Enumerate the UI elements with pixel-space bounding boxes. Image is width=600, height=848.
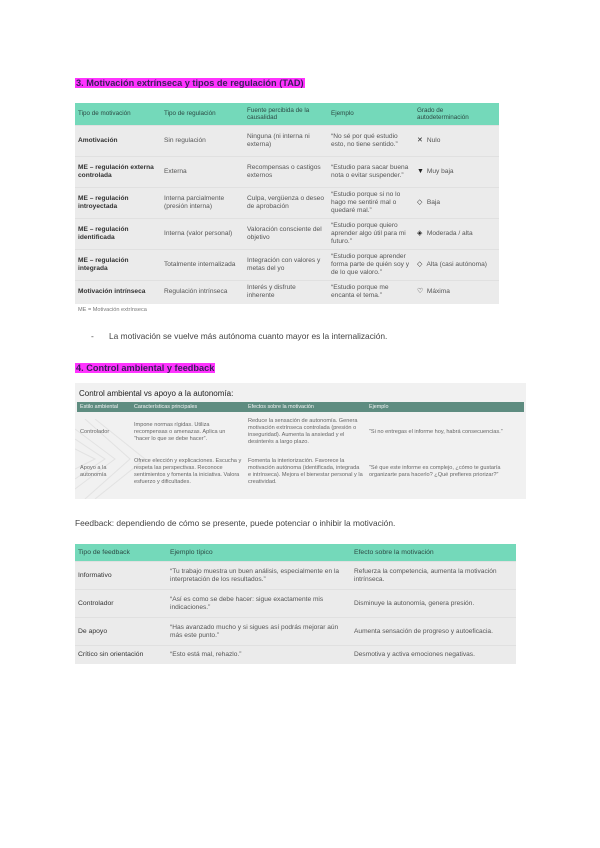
bullet-dash: -	[91, 331, 94, 341]
control-vs-autonomy-table	[75, 383, 526, 499]
table-cell: Integración con valores y metas del yo	[244, 250, 328, 281]
table-cell: Impone normas rígidas. Utiliza recompensas o amenazas. Aplica un “hacer lo que se debe hacer”.	[134, 421, 226, 442]
column-header: Grado de autodeterminación	[414, 103, 499, 126]
table-header-row	[77, 402, 524, 412]
feedback-intro: Feedback: dependiendo de cómo se presente, puede potenciar o inhibir la motivación.	[75, 518, 396, 528]
table-cell: Reduce la sensación de autonomía. Genera motivación extrínseca controlada (presión o inseguridad). Aumenta la ansiedad y el desinterés a largo plazo.	[248, 418, 358, 445]
column-header: Tipo de feedback	[75, 544, 167, 562]
table-cell: “Estudio porque aprender forma parte de quién soy y de lo que valoro.”	[328, 250, 414, 281]
table-cell: Apoyo a la autonomía	[80, 465, 107, 478]
bullet-item	[91, 331, 387, 341]
table-row	[75, 618, 516, 646]
table-cell: Informativo	[75, 562, 167, 590]
table-cell: Interés y disfrute inherente	[244, 281, 328, 304]
table-row	[75, 646, 516, 664]
table-row	[75, 188, 499, 219]
table-cell: Valoración consciente del objetivo	[244, 219, 328, 250]
table-cell: Controlador	[75, 590, 167, 618]
column-header: Efectos sobre la motivación	[245, 402, 366, 412]
table-cell: ME – regulación externa controlada	[75, 157, 161, 188]
table-cell: “Si no entregas el informe hoy, habrá consecuencias.”	[369, 428, 503, 435]
column-header: Tipo de regulación	[161, 103, 244, 126]
table-cell: “Estudio porque quiero aprender algo útil para mi futuro.”	[328, 219, 414, 250]
grade-label: Baja	[426, 199, 441, 206]
table-cell: ME – regulación identificada	[75, 219, 161, 250]
regulation-types-table	[75, 103, 499, 313]
table-cell: De apoyo	[75, 618, 167, 646]
table-cell: ME – regulación integrada	[75, 250, 161, 281]
table-row	[77, 412, 524, 452]
table-cell: Crítico sin orientación	[75, 646, 167, 664]
grade-label: Máxima	[426, 288, 450, 295]
table-cell	[414, 219, 499, 250]
column-header: Características principales	[131, 402, 245, 412]
table-cell: Amotivación	[75, 126, 161, 157]
table-cell: Totalmente internalizada	[161, 250, 244, 281]
table-cell: Regulación intrínseca	[161, 281, 244, 304]
table-cell	[414, 126, 499, 157]
column-header: Ejemplo	[328, 103, 414, 126]
section-3-heading: 3. Motivación extrínseca y tipos de regulación (TAD)	[76, 78, 304, 88]
column-header: Ejemplo típico	[167, 544, 351, 562]
table-cell: Disminuye la autonomía, genera presión.	[351, 590, 516, 618]
table-cell	[414, 250, 499, 281]
table-cell: “No sé por qué estudio esto, no tiene sentido.”	[328, 126, 414, 157]
table-cell: Culpa, vergüenza o deseo de aprobación	[244, 188, 328, 219]
diamond-half-icon: ◈	[417, 230, 423, 237]
table-cell: ME – regulación introyectada	[75, 188, 161, 219]
table-row	[75, 219, 499, 250]
table-row	[75, 562, 516, 590]
table-row	[75, 157, 499, 188]
table-cell: “Sé que este informe es complejo, ¿cómo te gustaría organizarte para hacerlo? ¿Qué prefieres priorizar?”	[369, 465, 501, 478]
table-row	[75, 590, 516, 618]
diamond-outline-icon: ◇	[417, 261, 423, 268]
table-row	[75, 250, 499, 281]
table-cell: “Estudio para sacar buena nota o evitar suspender.”	[328, 157, 414, 188]
column-header: Efecto sobre la motivación	[351, 544, 516, 562]
table-cell: Desmotiva y activa emociones negativas.	[351, 646, 516, 664]
grade-label: Muy baja	[426, 168, 454, 175]
heart-icon: ♡	[417, 288, 424, 295]
table-cell: Aumenta sensación de progreso y autoeficacia.	[351, 618, 516, 646]
table-cell: Externa	[161, 157, 244, 188]
table-cell: Refuerza la competencia, aumenta la motivación intrínseca.	[351, 562, 516, 590]
table-header-row	[75, 103, 499, 126]
table-cell	[414, 188, 499, 219]
grade-label: Alta (casi autónoma)	[426, 261, 487, 268]
column-header: Estilo ambiental	[77, 402, 131, 412]
table-cell	[414, 157, 499, 188]
table-cell: “Has avanzado mucho y si sigues así podrás mejorar aún más este punto.”	[167, 618, 351, 646]
table-row	[77, 452, 524, 492]
table-cell: Recompensas o castigos externos	[244, 157, 328, 188]
table-cell: “Estudio porque me encanta el tema.”	[328, 281, 414, 304]
column-header: Fuente percibida de la causalidad	[244, 103, 328, 126]
column-header: Tipo de motivación	[75, 103, 161, 126]
table-cell: Ofrece elección y explicaciones. Escucha y respeta las perspectivas. Reconoce sentimientos y fomenta la iniciativa. Valora esfuerzo y dificultades.	[134, 458, 242, 485]
table-cell: Interna (valor personal)	[161, 219, 244, 250]
section-4-heading: 4. Control ambiental y feedback	[76, 363, 215, 373]
triangle-down-icon: ▼	[417, 168, 424, 175]
table-cell: “Así es como se debe hacer: sigue exactamente mis indicaciones.”	[167, 590, 351, 618]
column-header: Ejemplo	[366, 402, 524, 412]
grade-label: Moderada / alta	[426, 230, 473, 237]
grade-label: Nulo	[426, 137, 441, 144]
diamond-outline-icon: ◇	[417, 199, 423, 206]
table-row	[75, 126, 499, 157]
bullet-text: La motivación se vuelve más autónoma cuanto mayor es la internalización.	[109, 331, 388, 341]
table-cell: “Esto está mal, rehazlo.”	[167, 646, 351, 664]
feedback-table	[75, 544, 516, 664]
table-cell: Motivación intrínseca	[75, 281, 161, 304]
table-cell: Controlador	[80, 428, 110, 435]
table-footnote: ME = Motivación extrínseca	[78, 307, 147, 313]
table-cell: Fomenta la interiorización. Favorece la motivación autónoma (identificada, integrada e intrínseca). Mejora el bienestar personal y la creatividad.	[248, 458, 363, 485]
table-title: Control ambiental vs apoyo a la autonomía:	[79, 389, 234, 398]
table-cell: Interna parcialmente (presión interna)	[161, 188, 244, 219]
table-cell: Sin regulación	[161, 126, 244, 157]
table-cell: Ninguna (ni interna ni externa)	[244, 126, 328, 157]
table-cell: “Tu trabajo muestra un buen análisis, especialmente en la interpretación de los resultados.”	[167, 562, 351, 590]
table-header-row	[75, 544, 516, 562]
table-row	[75, 281, 499, 304]
x-icon: ✕	[417, 137, 423, 144]
table-cell: “Estudio porque si no lo hago me sentiré mal o quedaré mal.”	[328, 188, 414, 219]
table-cell	[414, 281, 499, 304]
